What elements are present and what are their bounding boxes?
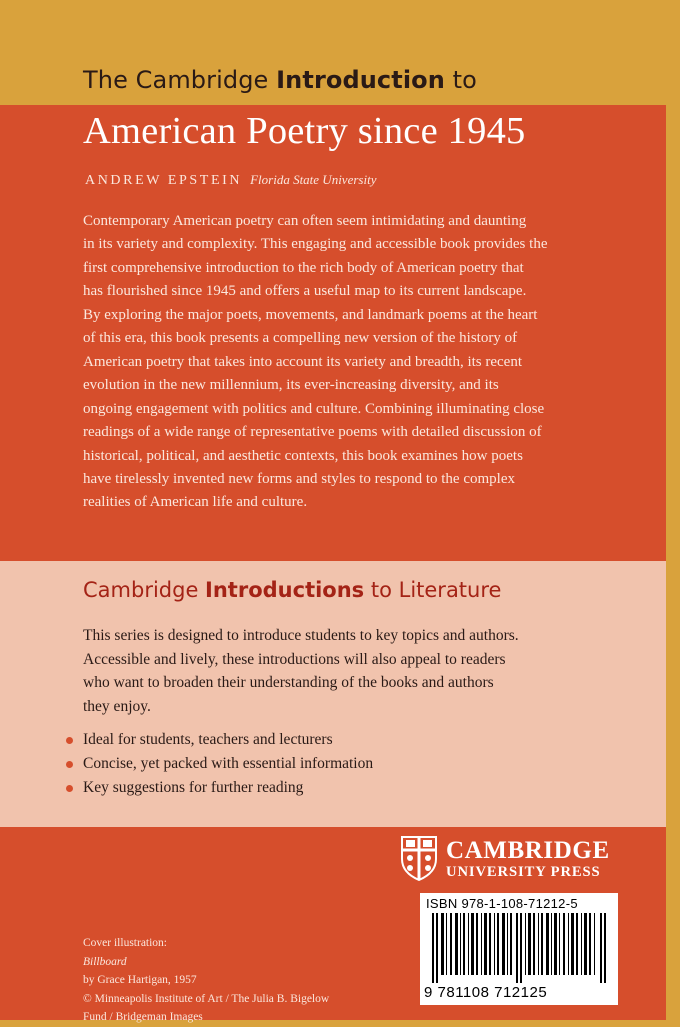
blurb-line: has flourished since 1945 and offers a useful map to its current landscape. [83, 283, 527, 300]
credit-line: © Minneapolis Institute of Art / The Julia B. Bigelow [83, 992, 330, 1005]
blurb-line: Contemporary American poetry can often seem intimidating and daunting [83, 213, 527, 229]
series-heading: Cambridge Introductions to Literature [83, 578, 502, 602]
bullet-dot-icon [66, 785, 73, 792]
blurb [83, 210, 623, 515]
publisher-logo [400, 835, 630, 883]
bullet-dot-icon [66, 737, 73, 744]
series-text-line: This series is designed to introduce students to key topics and authors. [83, 627, 519, 644]
blurb-line: in its variety and complexity. This engaging and accessible book provides the [83, 236, 548, 253]
blurb-line: American poetry that takes into account its variety and breadth, its recent [83, 353, 523, 370]
blurb-line: have tirelessly invented new forms and styles to respond to the complex [83, 470, 515, 487]
author-name: ANDREW EPSTEIN [85, 173, 243, 188]
author-line [85, 171, 376, 189]
blurb-line: readings of a wide range of representative poems with detailed discussion of [83, 424, 542, 441]
series-text-line: they enjoy. [83, 697, 151, 715]
spine-strip [666, 0, 680, 1020]
bullet-dot-icon [66, 761, 73, 768]
series-text-line: who want to broaden their understanding of the books and authors [83, 674, 494, 691]
author-affiliation: Florida State University [250, 172, 377, 187]
cover-credit [83, 934, 329, 1027]
credit-line: Cover illustration: Billboard by Grace Hartigan, 1957 [83, 937, 197, 986]
barcode [420, 893, 618, 1005]
barcode-digits: 9 781108 712125 [424, 984, 548, 1001]
blurb-line: first comprehensive introduction to the rich body of American poetry that [83, 259, 524, 276]
series-text-line: Accessible and lively, these introductions will also appeal to readers [83, 650, 506, 668]
feature-item: Ideal for students, teachers and lecturers [66, 728, 373, 752]
blurb-line: of this era, this book presents a compelling new version of the history of [83, 330, 518, 347]
book-title: American Poetry since 1945 [83, 110, 526, 152]
blurb-line: historical, political, and aesthetic contexts, this book examines how poets [83, 447, 523, 464]
feature-item: Key suggestions for further reading [66, 776, 373, 800]
barcode-bars [428, 913, 612, 983]
credit-line: Fund / Bridgeman Images [83, 1011, 203, 1023]
blurb-line: By exploring the major poets, movements, and landmark poems at the heart [83, 306, 538, 323]
series-description [83, 624, 623, 718]
feature-list [66, 728, 373, 800]
isbn-text: ISBN 978-1-108-71212-5 [426, 896, 578, 911]
feature-item: Concise, yet packed with essential information [66, 752, 373, 776]
blurb-line: evolution in the new millennium, its ever-increasing diversity, and its [83, 377, 499, 394]
blurb-line: ongoing engagement with politics and culture. Combining illuminating close [83, 400, 545, 417]
blurb-line: realities of American life and culture. [83, 494, 308, 511]
cambridge-crest-icon [400, 835, 438, 881]
publisher-name: CAMBRIDGE [446, 837, 610, 864]
publisher-subname: UNIVERSITY PRESS [446, 864, 601, 880]
series-title: The Cambridge Introduction to [83, 66, 477, 94]
